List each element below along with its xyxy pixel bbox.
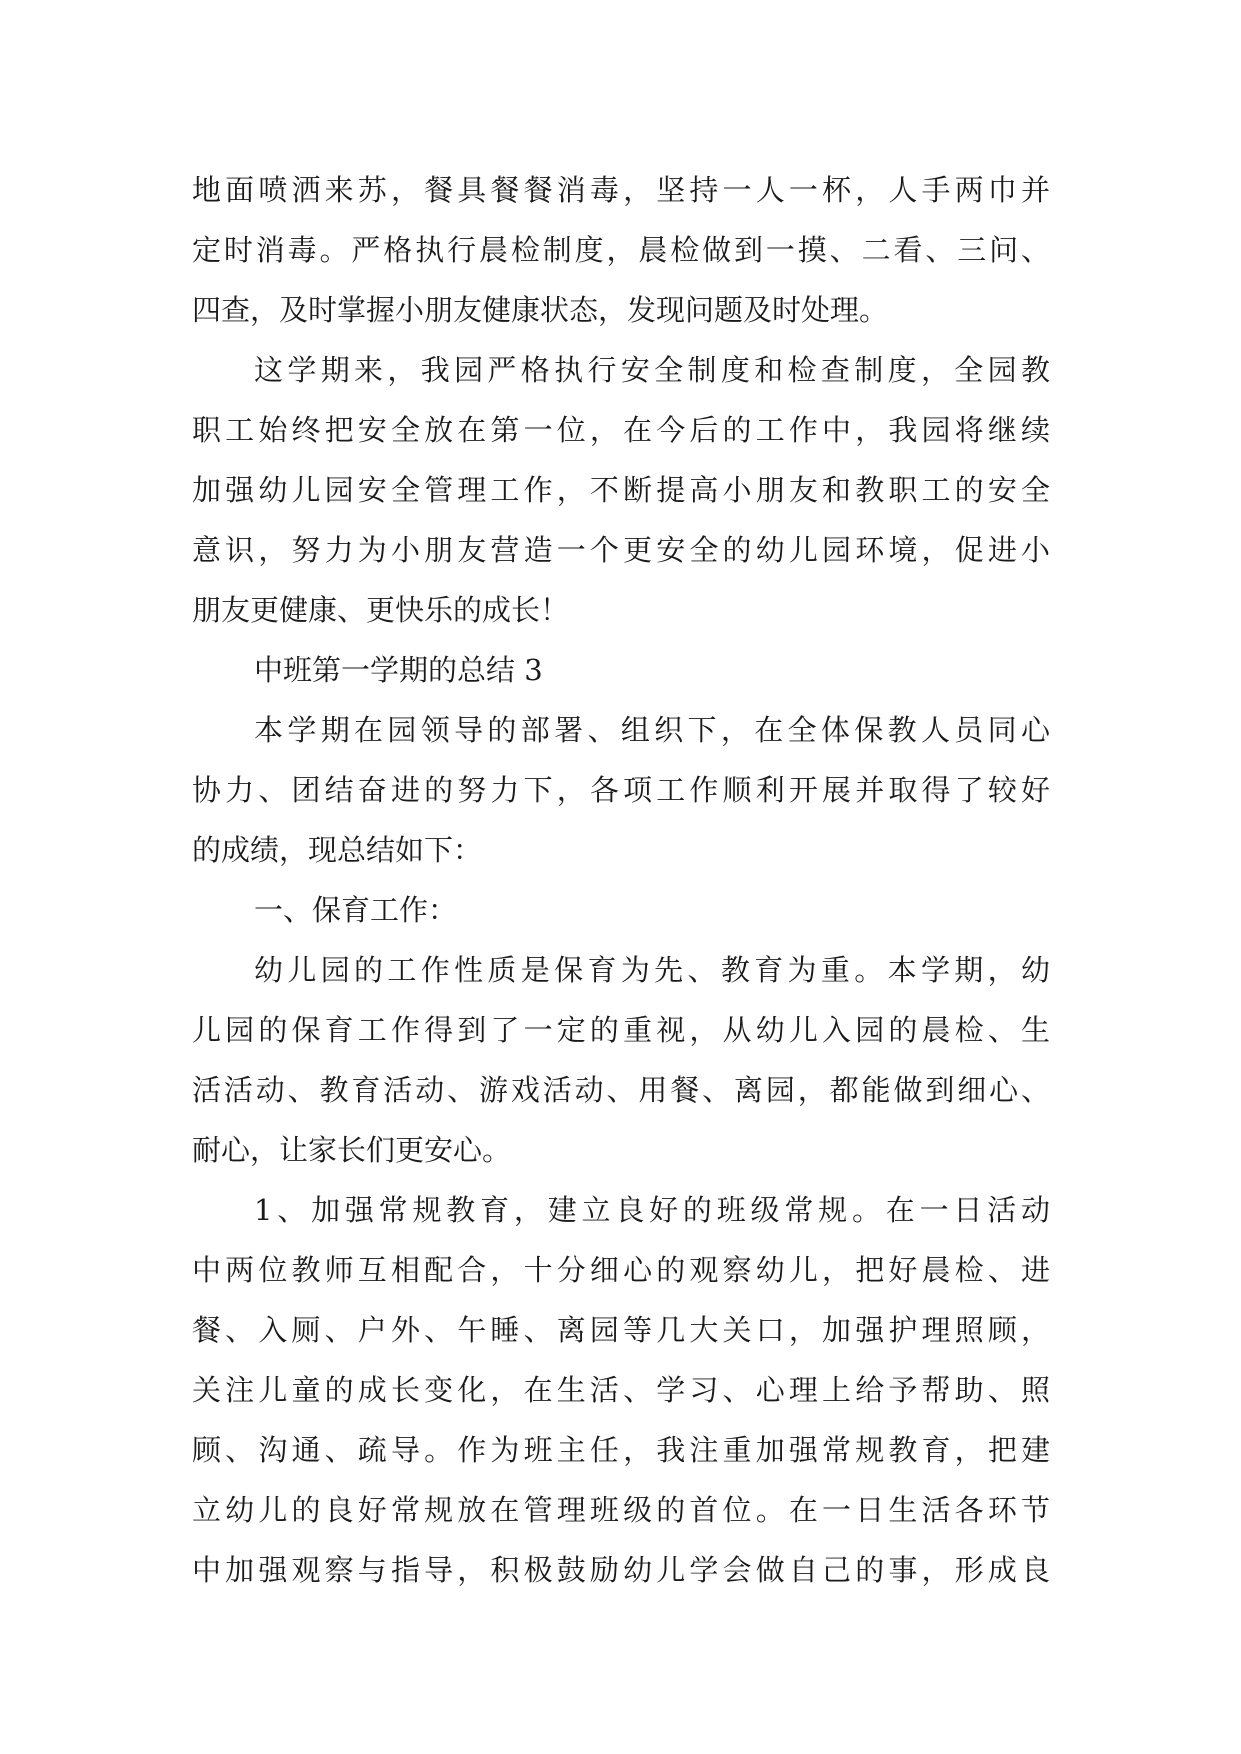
document-line: 幼儿园的工作性质是保育为先、教育为重。本学期，幼 — [254, 953, 1050, 987]
document-line: 餐、入厕、户外、午睡、离园等几大关口，加强护理照顾， — [192, 1313, 1050, 1347]
document-line: 职工始终把安全放在第一位，在今后的工作中，我园将继续 — [192, 413, 1050, 447]
document-line: 1、加强常规教育，建立良好的班级常规。在一日活动 — [254, 1193, 1050, 1227]
document-line: 儿园的保育工作得到了一定的重视，从幼儿入园的晨检、生 — [192, 1013, 1050, 1047]
document-line: 关注儿童的成长变化，在生活、学习、心理上给予帮助、照 — [192, 1373, 1050, 1407]
document-line: 中两位教师互相配合，十分细心的观察幼儿，把好晨检、进 — [192, 1253, 1050, 1287]
document-line: 地面喷洒来苏，餐具餐餐消毒，坚持一人一杯，人手两巾并 — [192, 173, 1050, 207]
document-line: 中班第一学期的总结 3 — [254, 653, 543, 687]
document-line: 定时消毒。严格执行晨检制度，晨检做到一摸、二看、三问、 — [192, 233, 1050, 267]
document-line: 协力、团结奋进的努力下，各项工作顺利开展并取得了较好 — [192, 773, 1050, 807]
document-line: 的成绩，现总结如下： — [192, 833, 483, 867]
document-line: 朋友更健康、更快乐的成长！ — [192, 593, 570, 627]
document-line: 本学期在园领导的部署、组织下，在全体保教人员同心 — [254, 713, 1050, 747]
document-line: 这学期来，我园严格执行安全制度和检查制度，全园教 — [254, 353, 1050, 387]
document-line: 意识，努力为小朋友营造一个更安全的幼儿园环境，促进小 — [192, 533, 1050, 567]
document-line: 中加强观察与指导，积极鼓励幼儿学会做自己的事，形成良 — [192, 1553, 1050, 1587]
document-line: 立幼儿的良好常规放在管理班级的首位。在一日生活各环节 — [192, 1493, 1050, 1527]
document-line: 顾、沟通、疏导。作为班主任，我注重加强常规教育，把建 — [192, 1433, 1050, 1467]
document-line: 加强幼儿园安全管理工作，不断提高小朋友和教职工的安全 — [192, 473, 1050, 507]
document-body — [192, 160, 1050, 1600]
document-line: 活活动、教育活动、游戏活动、用餐、离园，都能做到细心、 — [192, 1073, 1050, 1107]
document-line: 耐心，让家长们更安心。 — [192, 1133, 512, 1167]
document-line: 一、保育工作： — [254, 893, 458, 927]
document-line: 四查，及时掌握小朋友健康状态，发现问题及时处理。 — [192, 293, 889, 327]
